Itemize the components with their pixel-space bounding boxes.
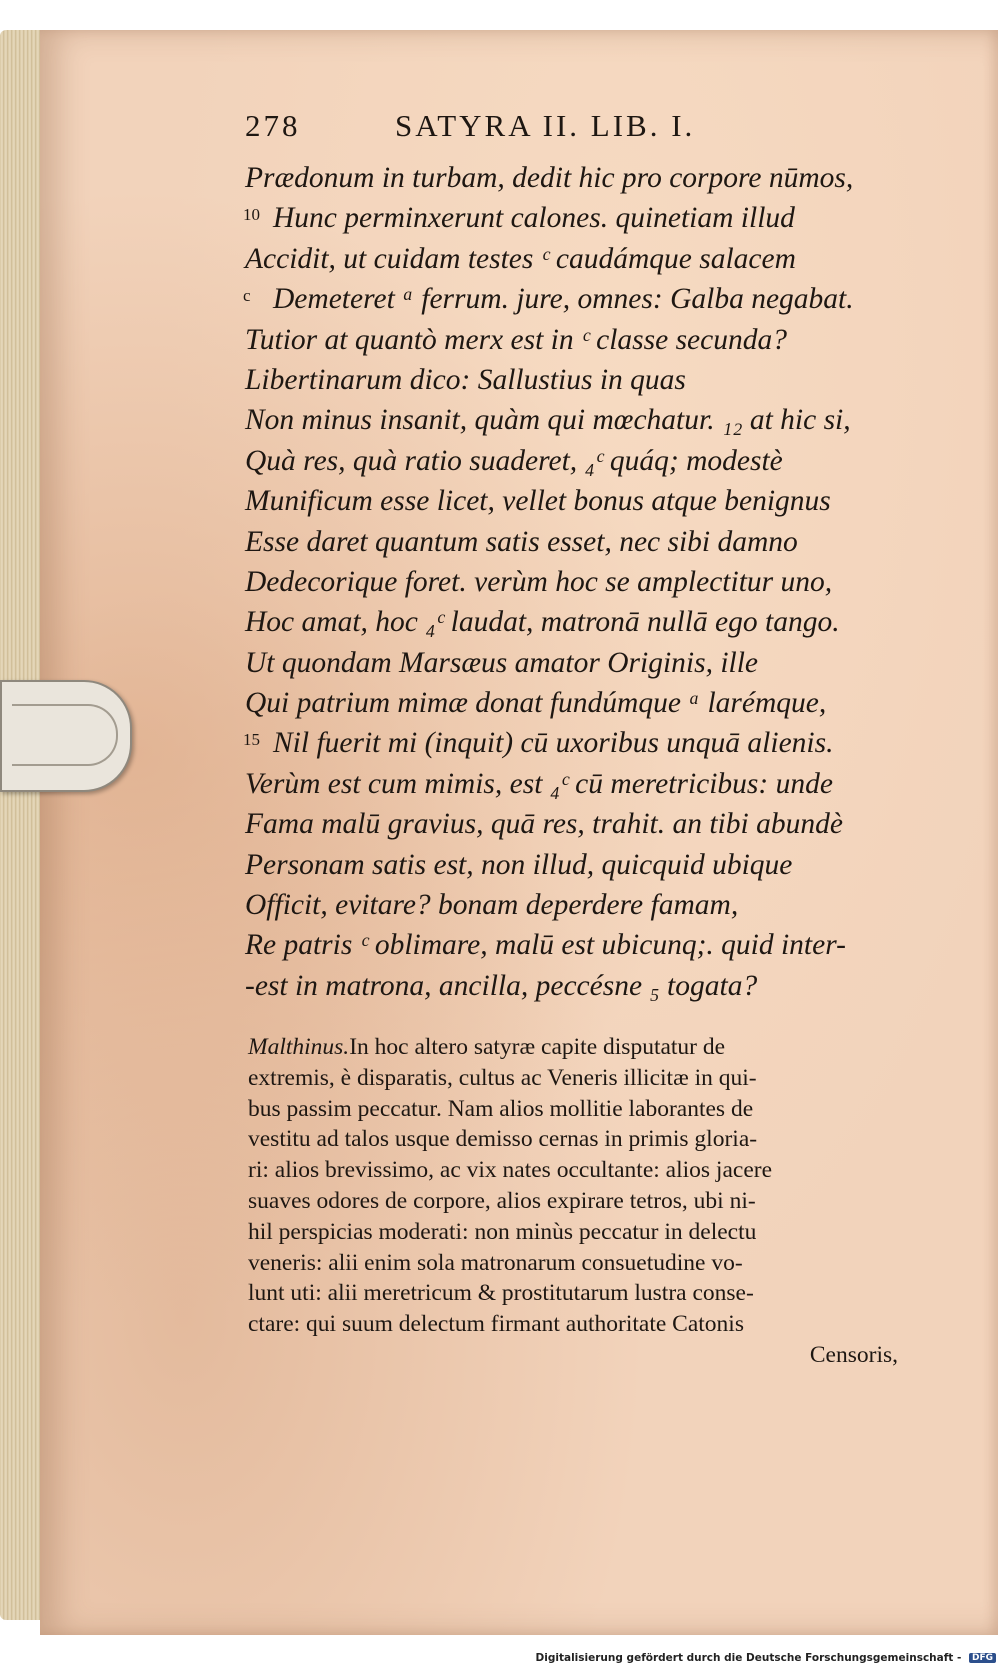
commentary-line — [248, 1155, 898, 1186]
verse-text: Munificum esse licet, vellet bonus atque benignus — [245, 485, 831, 518]
verse-block — [245, 158, 905, 1006]
dfg-logo: DFG — [969, 1653, 996, 1663]
commentary-catchword — [248, 1340, 898, 1371]
verse-text: Personam satis est, non illud, quicquid ubique — [245, 848, 793, 881]
commentary-block — [248, 1032, 898, 1371]
commentary-line-text: ctare: qui suum delectum firmant authoritate Catonis — [248, 1311, 744, 1338]
verse-line — [245, 198, 905, 238]
verse-line — [245, 441, 905, 481]
verse-text: Prædonum in turbam, dedit hic pro corpore nūmos, — [245, 162, 854, 194]
verse-line — [245, 239, 905, 279]
commentary-line — [248, 1309, 898, 1340]
verse-text: Officit, evitare? bonam deperdere famam, — [245, 889, 739, 922]
verse-line — [245, 804, 905, 844]
verse-line — [245, 562, 905, 602]
commentary-line-text: ri: alios brevissimo, ac vix nates occultante: alios jacere — [248, 1157, 772, 1184]
commentary-line — [248, 1217, 898, 1248]
page-clip — [0, 680, 132, 792]
commentary-line — [248, 1248, 898, 1279]
page-clip-loop — [12, 704, 118, 766]
verse-line — [245, 279, 905, 319]
verse-text: Libertinarum dico: Sallustius in quas — [245, 363, 686, 396]
commentary-line-text: vestitu ad talos usque demisso cernas in primis gloria- — [248, 1126, 758, 1153]
verse-line — [245, 643, 905, 683]
verse-line — [245, 320, 905, 360]
verse-text: Demeteret ᵃ ferrum. jure, omnes: Galba negabat. — [273, 283, 854, 316]
verse-text: Qui patrium mimæ donat fundúmque ᵃ larémque, — [245, 687, 827, 720]
commentary-line — [248, 1278, 898, 1309]
verse-line — [245, 966, 905, 1006]
page-number: 278 — [245, 108, 301, 143]
verse-text: Hunc perminxerunt calones. quinetiam illud — [273, 202, 795, 235]
line-number: c — [243, 286, 251, 306]
commentary-line-text: suaves odores de corpore, alios expirare tetros, ubi ni- — [248, 1187, 756, 1214]
commentary-line-text: veneris: alii enim sola matronarum consuetudine vo- — [248, 1249, 743, 1276]
commentary-line-text: Censoris, — [809, 1341, 898, 1368]
line-number: 10 — [243, 205, 260, 225]
verse-text: Non minus insanit, quàm qui mœchatur. ₁₂ at hic si, — [245, 404, 851, 437]
running-head — [245, 108, 845, 148]
commentary-line-text: extremis, è disparatis, cultus ac Veneris illicitæ in qui- — [248, 1064, 757, 1091]
verse-text: Ut quondam Marsæus amator Originis, ille — [245, 646, 759, 679]
commentary-line — [248, 1186, 898, 1217]
verse-text: Hoc amat, hoc ₄ᶜ laudat, matronā nullā ego tango. — [245, 606, 840, 639]
verse-text: Accidit, ut cuidam testes ᶜ caudámque salacem — [245, 242, 796, 275]
verse-line — [245, 845, 905, 885]
verse-text: Dedecorique foret. verùm hoc se amplectitur uno, — [245, 565, 833, 598]
verse-text: -est in matrona, ancilla, peccésne ₅ togata? — [245, 969, 758, 1002]
verse-text: Nil fuerit mi (inquit) cū uxoribus unquā alienis. — [273, 727, 834, 760]
running-title: SATYRA II. LIB. I. — [395, 108, 696, 143]
commentary-line — [248, 1094, 898, 1125]
credit-text: Digitalisierung gefördert durch die Deutsche Forschungsgemeinschaft - — [535, 1652, 962, 1664]
verse-text: Fama malū gravius, quā res, trahit. an tibi abundè — [245, 808, 843, 841]
commentary-line-text: In hoc altero satyræ capite disputatur de — [349, 1034, 726, 1060]
commentary-line — [248, 1124, 898, 1155]
verse-text: Esse daret quantum satis esset, nec sibi damno — [245, 525, 798, 558]
digitization-credit — [536, 1652, 996, 1668]
verse-line — [245, 602, 905, 642]
commentary-line — [248, 1063, 898, 1094]
verse-text: Verùm est cum mimis, est ₄ᶜ cū meretricibus: unde — [245, 767, 833, 800]
verse-text: Tutior at quantò merx est in ᶜ classe secunda? — [245, 323, 787, 356]
verse-line — [245, 764, 905, 804]
verse-text: Re patris ᶜ oblimare, malū est ubicunq;. quid inter- — [245, 929, 846, 962]
commentary-speaker: Malthinus. — [248, 1034, 350, 1060]
verse-line — [245, 360, 905, 400]
commentary-line — [248, 1032, 898, 1063]
commentary-line-text: bus passim peccatur. Nam alios mollitie laborantes de — [248, 1095, 754, 1122]
verse-line — [245, 481, 905, 521]
verse-line — [245, 925, 905, 965]
verse-line — [245, 522, 905, 562]
verse-line — [245, 723, 905, 763]
verse-line — [245, 683, 905, 723]
verse-line — [245, 885, 905, 925]
commentary-line-text: hil perspicias moderati: non minùs peccatur in delectu — [248, 1218, 757, 1245]
verse-text: Quà res, quà ratio suaderet, ₄ᶜ quáq; modestè — [245, 444, 783, 477]
verse-line — [245, 400, 905, 440]
commentary-line-text: lunt uti: alii meretricum & prostitutarum lustra conse- — [248, 1280, 754, 1307]
verse-line — [245, 158, 905, 198]
line-number: 15 — [243, 730, 260, 750]
